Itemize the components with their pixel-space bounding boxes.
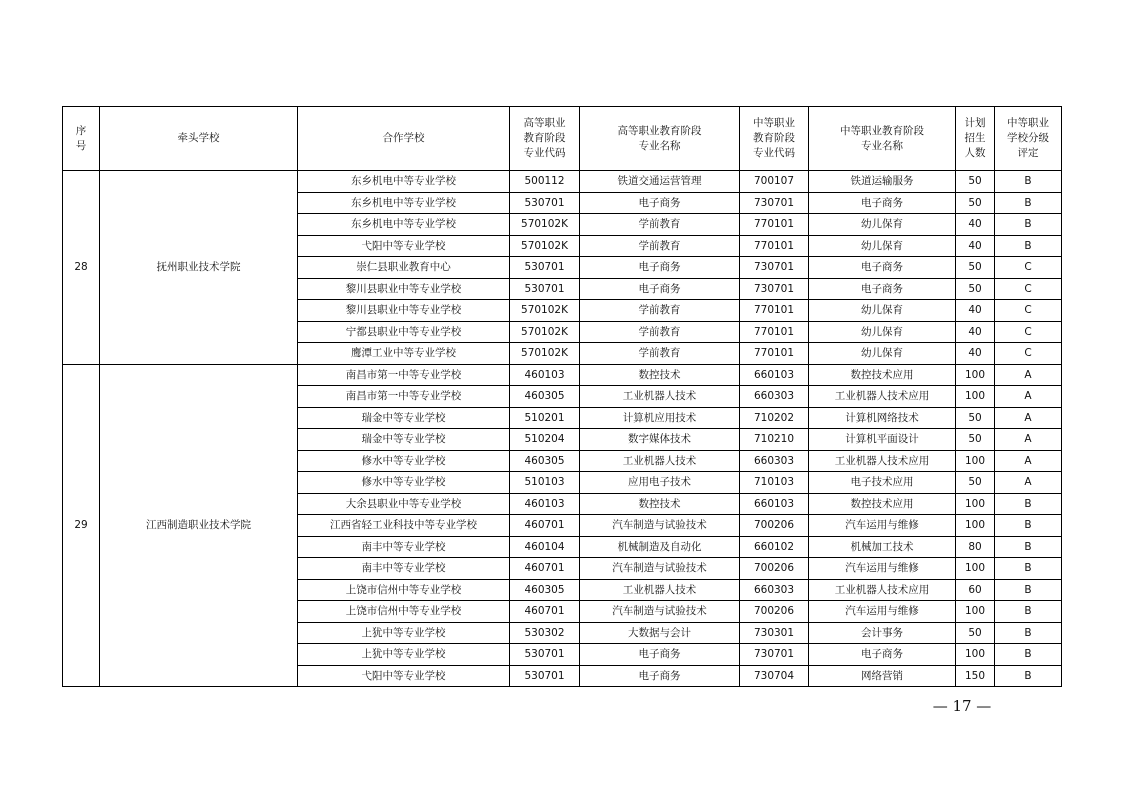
higher-code-cell: 510103 [510,472,580,494]
grade-cell: B [995,579,1062,601]
higher-name-cell: 大数据与会计 [580,622,740,644]
partner-school-cell: 瑞金中等专业学校 [298,429,510,451]
higher-code-cell: 460103 [510,493,580,515]
higher-name-cell: 电子商务 [580,644,740,666]
higher-code-cell: 460305 [510,386,580,408]
partner-school-cell: 宁都县职业中等专业学校 [298,321,510,343]
secondary-code-cell: 770101 [740,214,809,236]
plan-count-cell: 100 [956,450,995,472]
higher-code-cell: 570102K [510,235,580,257]
plan-count-cell: 50 [956,429,995,451]
page-number: — 17 — [932,697,992,715]
seq-cell: 28 [63,171,100,365]
header-seq: 序 号 [63,107,100,171]
higher-name-cell: 数控技术 [580,493,740,515]
grade-cell: A [995,429,1062,451]
higher-code-cell: 570102K [510,343,580,365]
plan-count-cell: 50 [956,622,995,644]
table-body [63,171,1062,687]
higher-code-cell: 570102K [510,321,580,343]
secondary-name-cell: 数控技术应用 [809,364,956,386]
grade-cell: B [995,665,1062,687]
plan-count-cell: 150 [956,665,995,687]
secondary-code-cell: 710103 [740,472,809,494]
plan-count-cell: 40 [956,321,995,343]
secondary-name-cell: 工业机器人技术应用 [809,579,956,601]
higher-code-cell: 530701 [510,665,580,687]
grade-cell: B [995,601,1062,623]
secondary-name-cell: 电子商务 [809,644,956,666]
secondary-code-cell: 730301 [740,622,809,644]
grade-cell: B [995,493,1062,515]
partner-school-cell: 上犹中等专业学校 [298,644,510,666]
secondary-code-cell: 730704 [740,665,809,687]
higher-code-cell: 530302 [510,622,580,644]
header-higher-name: 高等职业教育阶段 专业名称 [580,107,740,171]
higher-name-cell: 工业机器人技术 [580,450,740,472]
grade-cell: C [995,321,1062,343]
plan-count-cell: 40 [956,300,995,322]
partner-school-cell: 南丰中等专业学校 [298,536,510,558]
secondary-code-cell: 730701 [740,278,809,300]
grade-cell: B [995,171,1062,193]
plan-count-cell: 50 [956,278,995,300]
secondary-name-cell: 电子商务 [809,192,956,214]
higher-code-cell: 500112 [510,171,580,193]
secondary-code-cell: 770101 [740,343,809,365]
grade-cell: C [995,278,1062,300]
partner-school-cell: 弋阳中等专业学校 [298,235,510,257]
partner-school-cell: 南昌市第一中等专业学校 [298,386,510,408]
plan-count-cell: 40 [956,343,995,365]
plan-count-cell: 100 [956,558,995,580]
secondary-code-cell: 700206 [740,515,809,537]
secondary-name-cell: 工业机器人技术应用 [809,386,956,408]
grade-cell: C [995,300,1062,322]
higher-name-cell: 应用电子技术 [580,472,740,494]
secondary-name-cell: 计算机平面设计 [809,429,956,451]
higher-code-cell: 510204 [510,429,580,451]
higher-name-cell: 工业机器人技术 [580,579,740,601]
partner-school-cell: 鹰潭工业中等专业学校 [298,343,510,365]
secondary-code-cell: 660102 [740,536,809,558]
partner-school-cell: 修水中等专业学校 [298,472,510,494]
plan-count-cell: 40 [956,235,995,257]
grade-cell: B [995,536,1062,558]
secondary-name-cell: 电子商务 [809,278,956,300]
higher-code-cell: 530701 [510,257,580,279]
higher-code-cell: 510201 [510,407,580,429]
higher-code-cell: 530701 [510,192,580,214]
grade-cell: B [995,644,1062,666]
grade-cell: B [995,192,1062,214]
plan-count-cell: 50 [956,171,995,193]
secondary-code-cell: 730701 [740,192,809,214]
secondary-name-cell: 电子技术应用 [809,472,956,494]
higher-code-cell: 530701 [510,278,580,300]
secondary-name-cell: 机械加工技术 [809,536,956,558]
secondary-name-cell: 网络营销 [809,665,956,687]
secondary-name-cell: 数控技术应用 [809,493,956,515]
header-row [63,107,1062,171]
secondary-name-cell: 幼儿保育 [809,214,956,236]
grade-cell: B [995,214,1062,236]
partner-school-cell: 江西省轻工业科技中等专业学校 [298,515,510,537]
secondary-name-cell: 幼儿保育 [809,300,956,322]
secondary-name-cell: 会计事务 [809,622,956,644]
plan-count-cell: 100 [956,644,995,666]
lead-school-cell: 抚州职业技术学院 [100,171,298,365]
header-secondary-code: 中等职业 教育阶段 专业代码 [740,107,809,171]
higher-name-cell: 工业机器人技术 [580,386,740,408]
plan-count-cell: 100 [956,364,995,386]
grade-cell: B [995,515,1062,537]
partner-school-cell: 瑞金中等专业学校 [298,407,510,429]
partner-school-cell: 上饶市信州中等专业学校 [298,601,510,623]
secondary-name-cell: 工业机器人技术应用 [809,450,956,472]
plan-count-cell: 50 [956,407,995,429]
plan-count-cell: 40 [956,214,995,236]
header-grade: 中等职业 学校分级 评定 [995,107,1062,171]
grade-cell: B [995,558,1062,580]
higher-name-cell: 电子商务 [580,257,740,279]
plan-count-cell: 100 [956,601,995,623]
grade-cell: C [995,257,1062,279]
secondary-code-cell: 660103 [740,364,809,386]
secondary-code-cell: 660303 [740,450,809,472]
header-partner-school: 合作学校 [298,107,510,171]
secondary-code-cell: 660103 [740,493,809,515]
higher-name-cell: 铁道交通运营管理 [580,171,740,193]
grade-cell: B [995,622,1062,644]
higher-name-cell: 学前教育 [580,321,740,343]
grade-cell: B [995,235,1062,257]
header-lead-school: 牵头学校 [100,107,298,171]
plan-count-cell: 100 [956,515,995,537]
secondary-code-cell: 700107 [740,171,809,193]
higher-name-cell: 学前教育 [580,235,740,257]
header-secondary-name: 中等职业教育阶段 专业名称 [809,107,956,171]
secondary-code-cell: 770101 [740,300,809,322]
secondary-code-cell: 730701 [740,644,809,666]
grade-cell: A [995,364,1062,386]
higher-code-cell: 570102K [510,300,580,322]
higher-name-cell: 电子商务 [580,278,740,300]
higher-name-cell: 机械制造及自动化 [580,536,740,558]
lead-school-cell: 江西制造职业技术学院 [100,364,298,687]
secondary-name-cell: 幼儿保育 [809,235,956,257]
plan-count-cell: 60 [956,579,995,601]
higher-name-cell: 汽车制造与试验技术 [580,558,740,580]
grade-cell: A [995,472,1062,494]
partner-school-cell: 东乡机电中等专业学校 [298,171,510,193]
table-row [63,171,1062,193]
higher-code-cell: 530701 [510,644,580,666]
grade-cell: C [995,343,1062,365]
partner-school-cell: 大余县职业中等专业学校 [298,493,510,515]
partner-school-cell: 黎川县职业中等专业学校 [298,300,510,322]
partner-school-cell: 东乡机电中等专业学校 [298,192,510,214]
higher-name-cell: 学前教育 [580,300,740,322]
higher-name-cell: 汽车制造与试验技术 [580,515,740,537]
partner-school-cell: 南昌市第一中等专业学校 [298,364,510,386]
secondary-code-cell: 700206 [740,558,809,580]
partner-school-cell: 修水中等专业学校 [298,450,510,472]
higher-code-cell: 460104 [510,536,580,558]
secondary-name-cell: 汽车运用与维修 [809,515,956,537]
higher-name-cell: 电子商务 [580,192,740,214]
secondary-name-cell: 汽车运用与维修 [809,558,956,580]
secondary-name-cell: 电子商务 [809,257,956,279]
plan-count-cell: 50 [956,257,995,279]
higher-name-cell: 数控技术 [580,364,740,386]
grade-cell: A [995,450,1062,472]
partner-school-cell: 上犹中等专业学校 [298,622,510,644]
partner-school-cell: 上饶市信州中等专业学校 [298,579,510,601]
header-higher-code: 高等职业 教育阶段 专业代码 [510,107,580,171]
secondary-code-cell: 770101 [740,235,809,257]
partner-school-cell: 弋阳中等专业学校 [298,665,510,687]
secondary-name-cell: 铁道运输服务 [809,171,956,193]
secondary-code-cell: 710202 [740,407,809,429]
plan-count-cell: 80 [956,536,995,558]
higher-name-cell: 学前教育 [580,214,740,236]
secondary-code-cell: 660303 [740,579,809,601]
partner-school-cell: 南丰中等专业学校 [298,558,510,580]
higher-code-cell: 460701 [510,601,580,623]
secondary-name-cell: 幼儿保育 [809,321,956,343]
table-row [63,364,1062,386]
plan-count-cell: 50 [956,472,995,494]
partner-school-cell: 东乡机电中等专业学校 [298,214,510,236]
secondary-code-cell: 700206 [740,601,809,623]
higher-code-cell: 570102K [510,214,580,236]
secondary-code-cell: 710210 [740,429,809,451]
higher-code-cell: 460305 [510,450,580,472]
secondary-code-cell: 770101 [740,321,809,343]
secondary-name-cell: 幼儿保育 [809,343,956,365]
grade-cell: A [995,386,1062,408]
higher-name-cell: 汽车制造与试验技术 [580,601,740,623]
partner-school-cell: 崇仁县职业教育中心 [298,257,510,279]
higher-code-cell: 460701 [510,515,580,537]
plan-count-cell: 100 [956,493,995,515]
higher-name-cell: 电子商务 [580,665,740,687]
secondary-name-cell: 计算机网络技术 [809,407,956,429]
secondary-code-cell: 730701 [740,257,809,279]
plan-count-cell: 50 [956,192,995,214]
plan-count-cell: 100 [956,386,995,408]
header-plan: 计划 招生 人数 [956,107,995,171]
seq-cell: 29 [63,364,100,687]
secondary-name-cell: 汽车运用与维修 [809,601,956,623]
higher-code-cell: 460305 [510,579,580,601]
enrollment-table [62,106,1062,687]
secondary-code-cell: 660303 [740,386,809,408]
partner-school-cell: 黎川县职业中等专业学校 [298,278,510,300]
higher-code-cell: 460701 [510,558,580,580]
higher-name-cell: 学前教育 [580,343,740,365]
grade-cell: A [995,407,1062,429]
higher-name-cell: 数字媒体技术 [580,429,740,451]
higher-code-cell: 460103 [510,364,580,386]
higher-name-cell: 计算机应用技术 [580,407,740,429]
